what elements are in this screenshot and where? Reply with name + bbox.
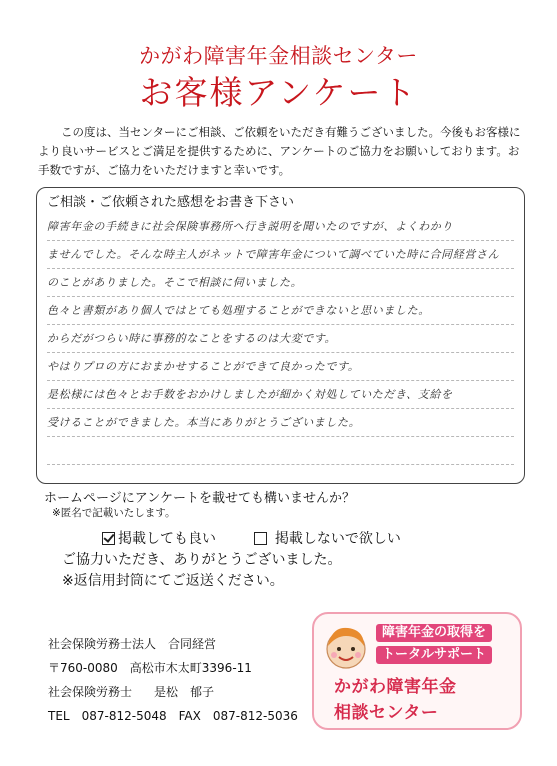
feedback-line-blank: [47, 438, 514, 465]
option-publish[interactable]: [102, 528, 216, 548]
feedback-line: 是松様には色々とお手数をおかけしましたが細かく対処していただき、支給を: [47, 382, 514, 409]
organization-name: かがわ障害年金相談センター: [139, 44, 418, 68]
feedback-line: 色々と書類があり個人ではとても処理することができないと思いました。: [47, 298, 514, 325]
phone-number: TEL 087-812-5048: [48, 709, 167, 723]
option-do-not-publish[interactable]: [254, 528, 400, 548]
option-do-not-publish-label: 掲載しないで欲しい: [274, 531, 401, 547]
feedback-line: のことがありました。そこで相談に伺いました。: [47, 270, 514, 297]
contact-person: [48, 680, 298, 704]
consent-question: ホームページにアンケートを載せても構いませんか？: [44, 491, 355, 506]
feedback-line: ませんでした。そんな時主人がネットで障害年金について調べていた時に合同経営さん: [47, 242, 514, 269]
feedback-line: やはりプロの方におまかせすることができて良かったです。: [47, 354, 514, 381]
feedback-line: 受けることができました。本当にありがとうございました。: [47, 410, 514, 437]
banner-center-name: かがわ障害年金: [334, 677, 457, 697]
closing-block: [62, 550, 341, 592]
center-logo-banner: [312, 612, 522, 730]
intro-text: この度は、当センターにご相談、ご依頼をいただき有難うございました。今後もお客様により良いサービスとご満足を提供するために、アンケートのご協力をお願いしております。お手数ですが、ご協力をいただけますと幸いです。: [38, 125, 521, 177]
empty-checkbox-icon[interactable]: [254, 532, 267, 545]
phone-fax: [48, 704, 298, 728]
banner-center-sub: 相談センター: [334, 703, 439, 723]
feedback-line: 障害年金の手続きに社会保険事務所へ行き説明を聞いたのですが、よくわかり: [47, 214, 514, 241]
smiling-face-icon: [322, 622, 370, 672]
person-name: 是松 郁子: [154, 685, 215, 699]
page-title: お客様アンケート: [139, 73, 418, 112]
feedback-heading: ご相談・ご依頼された感想をお書き下さい: [47, 195, 295, 210]
return-note: ※返信用封筒にてご返送ください。: [62, 573, 284, 589]
address: 〒760-0080 高松市木太町3396-11: [48, 661, 252, 675]
banner-tagline-1: 障害年金の取得を: [376, 624, 492, 642]
person-role: 社会保険労務士: [48, 685, 133, 699]
feedback-line: からだがつらい時に事務的なことをするのは大変です。: [47, 326, 514, 353]
banner-tagline-2: トータルサポート: [376, 646, 492, 664]
thanks-text: ご協力いただき、ありがとうございました。: [62, 552, 342, 568]
company-name: 社会保険労務士法人 合同経営: [48, 637, 217, 651]
anonymity-note: ※匿名で記載いたします。: [52, 507, 176, 519]
consent-options: [102, 528, 435, 548]
checked-checkbox-icon[interactable]: [102, 532, 115, 545]
fax-number: FAX 087-812-5036: [178, 709, 298, 723]
option-publish-label: 掲載しても良い: [118, 531, 216, 547]
contact-footer: [48, 632, 298, 728]
feedback-box: [36, 187, 525, 484]
